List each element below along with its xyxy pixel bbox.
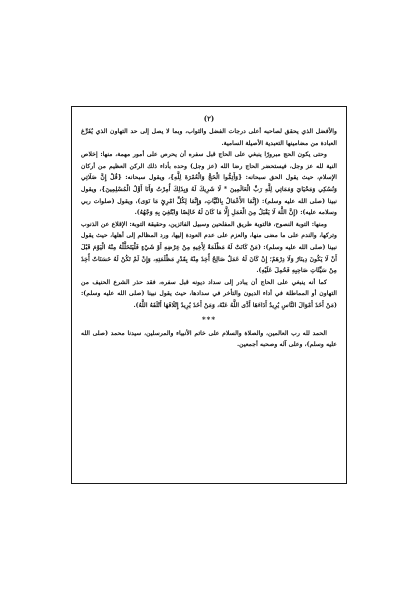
paragraph-sincere-intention: وحتى يكون الحج مبرورًا ينبغي على الحاج قبل سفره أن يحرص على أمور مهمة، منها: إخلاص النية لله عز وجل، فيستحضر الحاج رضا الله (عز وجل) وحده بأداء ذلك الركن العظيم من أركان الإسلام، حيث يقول الحق سبحانه: {وَأَتِمُّوا الْحَجَّ وَالْعُمْرَةَ لِلَّهِ}، ويقول سبحانه: {قُلْ إِنَّ صَلَاتِي وَنُسُكِي وَمَحْيَايَ وَمَمَاتِي لِلَّهِ رَبِّ الْعَالَمِينَ * لَا شَرِيكَ لَهُ وَبِذَلِكَ أُمِرْتُ وَأَنَا أَوَّلُ الْمُسْلِمِينَ}، ويقول نبينا (صلى الله عليه وسلم): (إِنَّمَا الأَعْمَالُ بِالنِّيَّاتِ، وَإِنَّمَا لِكُلِّ امْرِئٍ مَا نَوَى)، ويقول (صلوات ربي وسلامه عليه): (إِنَّ اللَّهَ لَا يَقْبَلُ مِنَ الْعَمَلِ إِلَّا مَا كَانَ لَهُ خَالِصًا وَابْتُغِيَ بِهِ وَجْهُهُ). (81, 151, 337, 217)
body-text (81, 126, 337, 351)
paragraph-intro: والأفضل الذي يحقق لصاحبه أعلى درجات الفضل والثواب، وبما لا يصل إلى حد التهاون الذي يُفَرِّغ العبادة من مضامينها التعبدية الأصيلة السامية. (81, 128, 337, 147)
paragraph-closing: الحمد لله رب العالمين، والصلاة والسلام على خاتم الأنبياء والمرسلين، سيدنا محمد (صلى الله عليه وسلم)، وعلى آله وصحبه أجمعين. (81, 329, 337, 349)
paragraph-debts: كما أنه ينبغي على الحاج أن يبادر إلى سداد ديونه قبل سفره، فقد حذر الشرع الحنيف من التهاون أو المماطلة في أداء الديون والتأخر في سدادها، حيث يقول نبينا (صلى الله عليه وسلم): (مَنْ أَخَذَ أَمْوَالَ النَّاسِ يُرِيدُ أَدَاءَهَا أَدَّى اللَّهُ عَنْهُ، وَمَنْ أَخَذَ يُرِيدُ إِتْلَافَهَا أَتْلَفَهُ اللَّهُ). (81, 278, 337, 309)
page-number: (٢) (203, 114, 215, 123)
paragraph-repentance: ومنها: التوبة النصوح، فالتوبة طريق المفلحين وسبيل الفائزين، وحقيقة التوبة: الإقلاع عن الذنوب وتركها، والندم على ما مضى منها، والعزم على عدم العودة إليها، ورد المظالم إلى أهلها، حيث يقول نبينا (صلى الله عليه وسلم): (مَنْ كَانَتْ لَهُ مَظْلَمَةٌ لِأَخِيهِ مِنْ عِرْضِهِ أَوْ شَيْءٍ فَلْيَتَحَلَّلْهُ مِنْهُ الْيَوْمَ قَبْلَ أَنْ لَا يَكُونَ دِينَارٌ وَلَا دِرْهَمٌ؛ إِنْ كَانَ لَهُ عَمَلٌ صَالِحٌ أُخِذَ مِنْهُ بِقَدْرِ مَظْلَمَتِهِ، وَإِنْ لَمْ تَكُنْ لَهُ حَسَنَاتٌ أُخِذَ مِنْ سَيِّئَاتِ صَاحِبِهِ فَحُمِلَ عَلَيْهِ). (81, 220, 337, 275)
page-frame (71, 106, 347, 484)
section-separator: *** (202, 314, 216, 324)
